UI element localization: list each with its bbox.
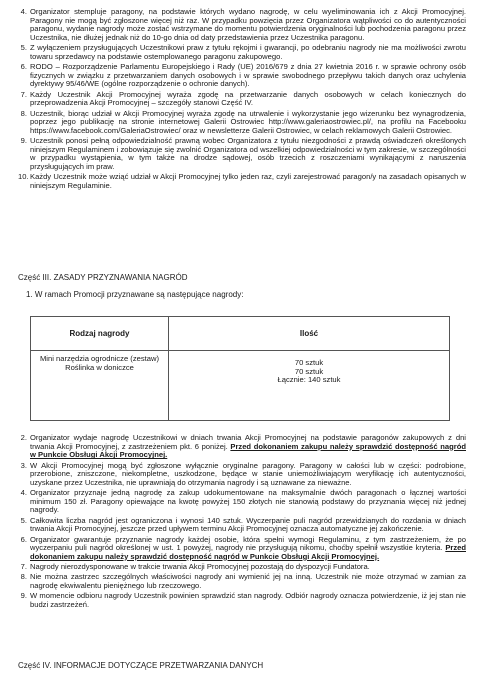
list-item: 6. Organizator gwarantuje przyznanie nagrody każdej osobie, która spełni wymogi Regulaminu, z tym zastrzeżeniem, że po wyczerpaniu puli nagród określonej w ust. 1 powyżej, nagrody nie przysługują nikomu, choćby spełnił wszystkie kryteria. Przed dokonaniem zakupu należy sprawdzić dostępność nagród w Punkcie Obsługi Akcji Promocyjnej. xyxy=(20,534,466,561)
list-item: 8. Uczestnik, biorąc udział w Akcji Promocyjnej wyraża zgodę na utrwalenie i wykorzystanie jego wizerunku bez wynagrodzenia, poprzez jego publikację na stronie internetowej Galerii Ostrowiec http://www.galeriaostrowiec.pl/, na profilu na Facebooku https://www.facebook.com/GaleriaOstrowiec/ oraz w newsletterze Galerii Ostrowiec, w celach reklamowych Galerii Ostrowiec. xyxy=(20,108,466,135)
list-item: 4. Organizator stempluje paragony, na podstawie których wydano nagrodę, w celu wyeliminowania ich z Akcji Promocyjnej. Paragony nie mogą być zgłoszone więcej niż raz. W przypadku powzięcia przez Organizatora wątpliwości co do autentyczności paragonu, wydanie nagrody może zostać wstrzymane do momentu potwierdzenia oryginalności lub pochodzenia paragonu przez Uczestnika, nie dłużej jednak niż do 10-go dnia od daty przedstawienia przez Uczestnika paragonu. xyxy=(20,7,466,42)
table-cell-kind xyxy=(31,351,169,421)
list-item: 9. Uczestnik ponosi pełną odpowiedzialność prawną wobec Organizatora z tytułu niezgodności z prawdą oświadczeń określonych niniejszym Regulaminem i zobowiązuje się zwolnić Organizatora od wszelkiej odpowiedzialności w tym zakresie, w szczególności w przypadku wystąpienia, w tym także na drodze sądowej, osób trzecich z roszczeniami wynikającymi z naruszenia przysługujących im praw. xyxy=(20,136,466,171)
table-cell-qty xyxy=(169,351,450,421)
prize-qty-1: 70 sztuk xyxy=(294,358,324,367)
table-row xyxy=(31,351,450,421)
list-item: 4. Organizator przyznaje jedną nagrodę za zakup udokumentowane na maksymalnie dwóch paragonach o łącznej wartości minimum 150 zł. Paragony opiewające na kwotę powyżej 150 złotych nie stanowią podstawy do przyznania więcej niż jednej nagrody. xyxy=(20,488,466,515)
list-item: 6. RODO – Rozporządzenie Parlamentu Europejskiego i Rady (UE) 2016/679 z dnia 27 kwietnia 2016 r. w sprawie ochrony osób fizycznych w związku z przetwarzaniem danych osobowych i w sprawie swobodnego przepływu takich danych oraz uchylenia dyrektywy 95/46/WE (ogólne rozporządzenie o ochronie danych). xyxy=(20,62,466,89)
list-item: 5. Z wyłączeniem przysługujących Uczestnikowi praw z tytułu rękojmi i gwarancji, po odebraniu nagrody nie ma możliwości zwrotu towaru sprzedawcy na podstawie ostemplowanego paragonu zakupowego. xyxy=(20,43,466,61)
table-header-row xyxy=(31,317,450,351)
list-item: 2. Organizator wydaje nagrodę Uczestnikowi w dniach trwania Akcji Promocyjnej na podstawie paragonów zakupowych z dni trwania Akcji Promocyjnej, z zastrzeżeniem pkt. 6 poniżej. Przed dokonaniem zakupu należy sprawdzić dostępność nagród w Punkcie Obsługi Akcji Promocyjnej. xyxy=(20,433,466,460)
section-3-heading: Część III. ZASADY PRZYZNAWANIA NAGRÓD xyxy=(18,273,188,282)
table-header-kind: Rodzaj nagrody xyxy=(31,317,169,351)
section-4-heading: Część IV. INFORMACJE DOTYCZĄCE PRZETWARZANIA DANYCH xyxy=(18,661,264,670)
rules-list-part-2 xyxy=(18,8,466,192)
prize-qty-total: Łącznie: 140 sztuk xyxy=(277,375,341,385)
list-item: 7. Każdy Uczestnik Akcji Promocyjnej wyraża zgodę na przetwarzanie danych osobowych w celach koniecznych do przeprowadzenia Akcji Promocyjnej – szczegóły stanowi Część IV. xyxy=(20,89,466,108)
section-3-intro: 1. W ramach Promocji przyznawane są następujące nagrody: xyxy=(26,290,244,299)
table-header-qty: Ilość xyxy=(169,317,450,351)
prize-kind-1: Mini narzędzia ogrodnicze (zestaw) xyxy=(39,354,160,363)
list-item: 5. Całkowita liczba nagród jest ograniczona i wynosi 140 sztuk. Wyczerpanie puli nagród przewidzianych do rozdania w dniach trwania Akcji Promocyjnej, jeszcze przed upływem terminu Akcji Promocyjnej oznacza automatyczne jej zakończenie. xyxy=(20,515,466,534)
prize-kind-2: Roślinka w doniczce xyxy=(65,362,134,372)
prizes-table xyxy=(30,316,450,421)
list-item: 8. Nie można zastrzec szczególnych właściwości nagrody ani wymienić jej na inną. Uczestnik nie może otrzymać w zamian za nagrodę ekwiwalentu pieniężnego lub rzeczowego. xyxy=(20,572,466,591)
prize-qty-2: 70 sztuk xyxy=(294,366,324,376)
rules-list-part-3 xyxy=(18,434,466,611)
list-item: 7. Nagrody nierozdysponowane w trakcie trwania Akcji Promocyjnej pozostają do dyspozycji Fundatora. xyxy=(20,562,370,572)
list-item: 3. W Akcji Promocyjnej mogą być zgłoszone wyłącznie oryginalne paragony. Paragony w całości lub w części: podrobione, przerobione, zniszczone, niekompletne, uszkodzone, będące w stanie uniemożliwiającym weryfikację ich autentyczności, uzyskane przez Uczestnika, nie uprawniają do otrzymania nagrody i są uznawane za nieważne. xyxy=(20,460,466,487)
list-item: 10. Każdy Uczestnik może wziąć udział w Akcji Promocyjnej tylko jeden raz, czyli zarejestrować paragon/y na zasadach opisanych w niniejszym Regulaminie. xyxy=(18,172,466,190)
list-item: 9. W momencie odbioru nagrody Uczestnik powinien sprawdzić stan nagrody. Odbiór nagrody oznacza potwierdzenie, iż jej stan nie budzi zastrzeżeń. xyxy=(20,591,466,609)
